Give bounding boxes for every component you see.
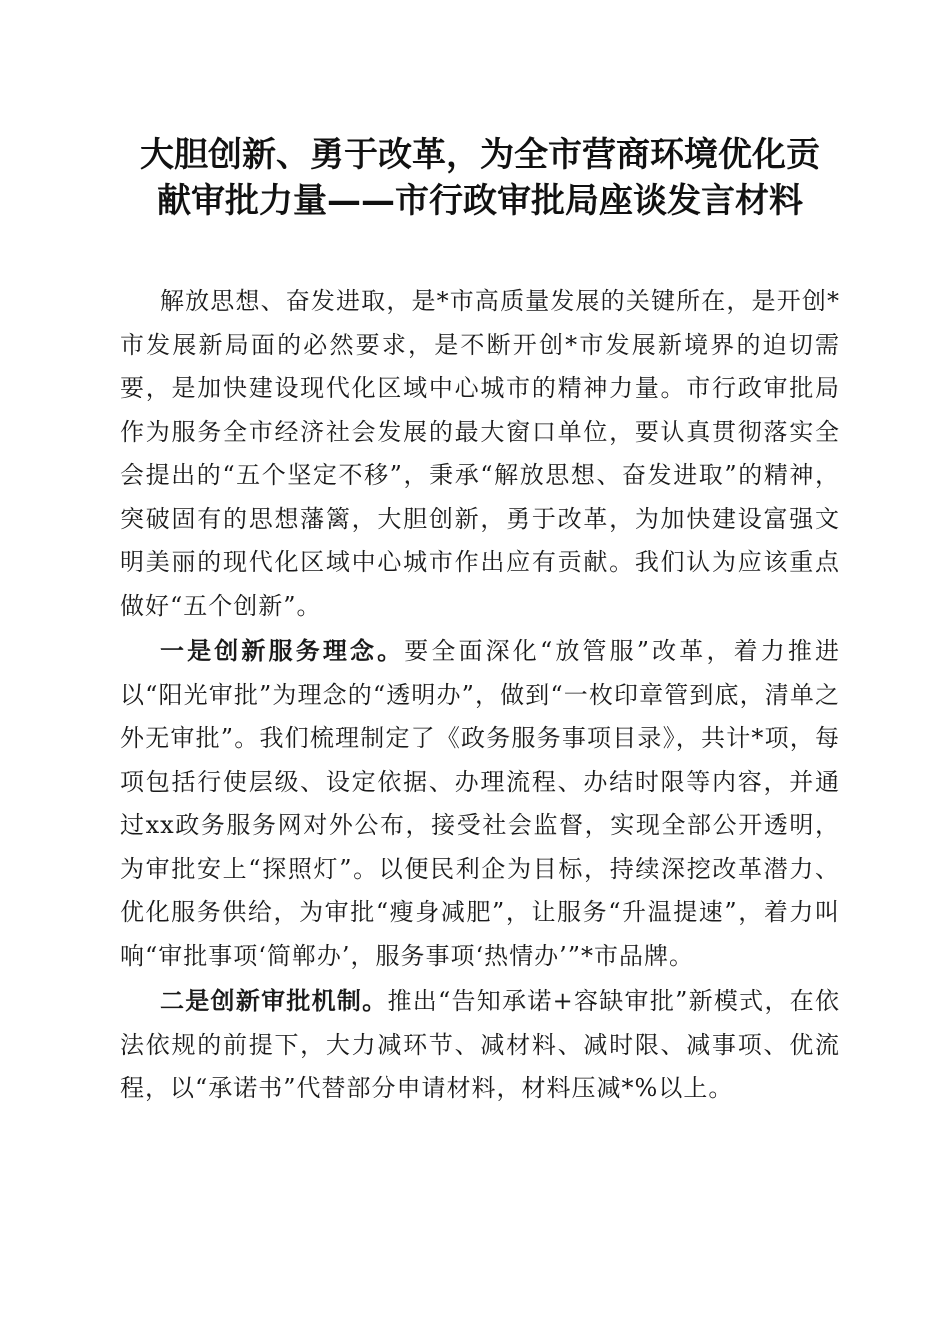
paragraph-text: 解放思想、奋发进取，是*市高质量发展的关键所在，是开创*市发展新局面的必然要求，是不断开创*市发展新境界的迫切需要，是加快建设现代化区域中心城市的精神力量。市行政审批局作为服务全市经济社会发展的最大窗口单位，要认真贯彻落实全会提出的“五个坚定不移”，秉承“解放思想、奋发进取”的精神，突破固有的思想藩篱，大胆创新，勇于改革，为加快建设富强文明美丽的现代化区域中心城市作出应有贡献。我们认为应该重点做好“五个创新”。 <box>120 287 840 620</box>
title-line-1: 大胆创新、勇于改革，为全市营商环境优化贡 <box>140 135 820 175</box>
paragraph-lead: 二是创新审批机制。 <box>160 987 388 1015</box>
paragraph-text: 要全面深化“放管服”改革，着力推进以“阳光审批”为理念的“透明办”，做到“一枚印章管到底，清单之外无审批”。我们梳理制定了《政务服务事项目录》，共计*项，每项包括行使层级、设定依据、办理流程、办结时限等内容，并通过xx政务服务网对外公布，接受社会监督，实现全部公开透明，为审批安上“探照灯”。以便民利企为目标，持续深挖改革潜力、优化服务供给，为审批“瘦身减肥”，让服务“升温提速”，着力叫响“审批事项‘简郸办’，服务事项‘热情办’”*市品牌。 <box>120 637 840 970</box>
paragraph-lead: 一是创新服务理念。 <box>160 637 405 665</box>
paragraph-text: 推出“告知承诺+容缺审批”新模式，在依法依规的前提下，大力减环节、减材料、减时限、减事项、优流程，以“承诺书”代替部分申请材料，材料压减*%以上。 <box>120 987 840 1102</box>
paragraph-approval-mechanism <box>120 980 840 1111</box>
document-page <box>120 132 840 1111</box>
document-title <box>120 132 840 224</box>
title-line-2: 献审批力量——市行政审批局座谈发言材料 <box>157 181 803 221</box>
paragraph-service-concept <box>120 630 840 978</box>
document-body <box>120 280 840 1111</box>
paragraph-intro <box>120 280 840 628</box>
